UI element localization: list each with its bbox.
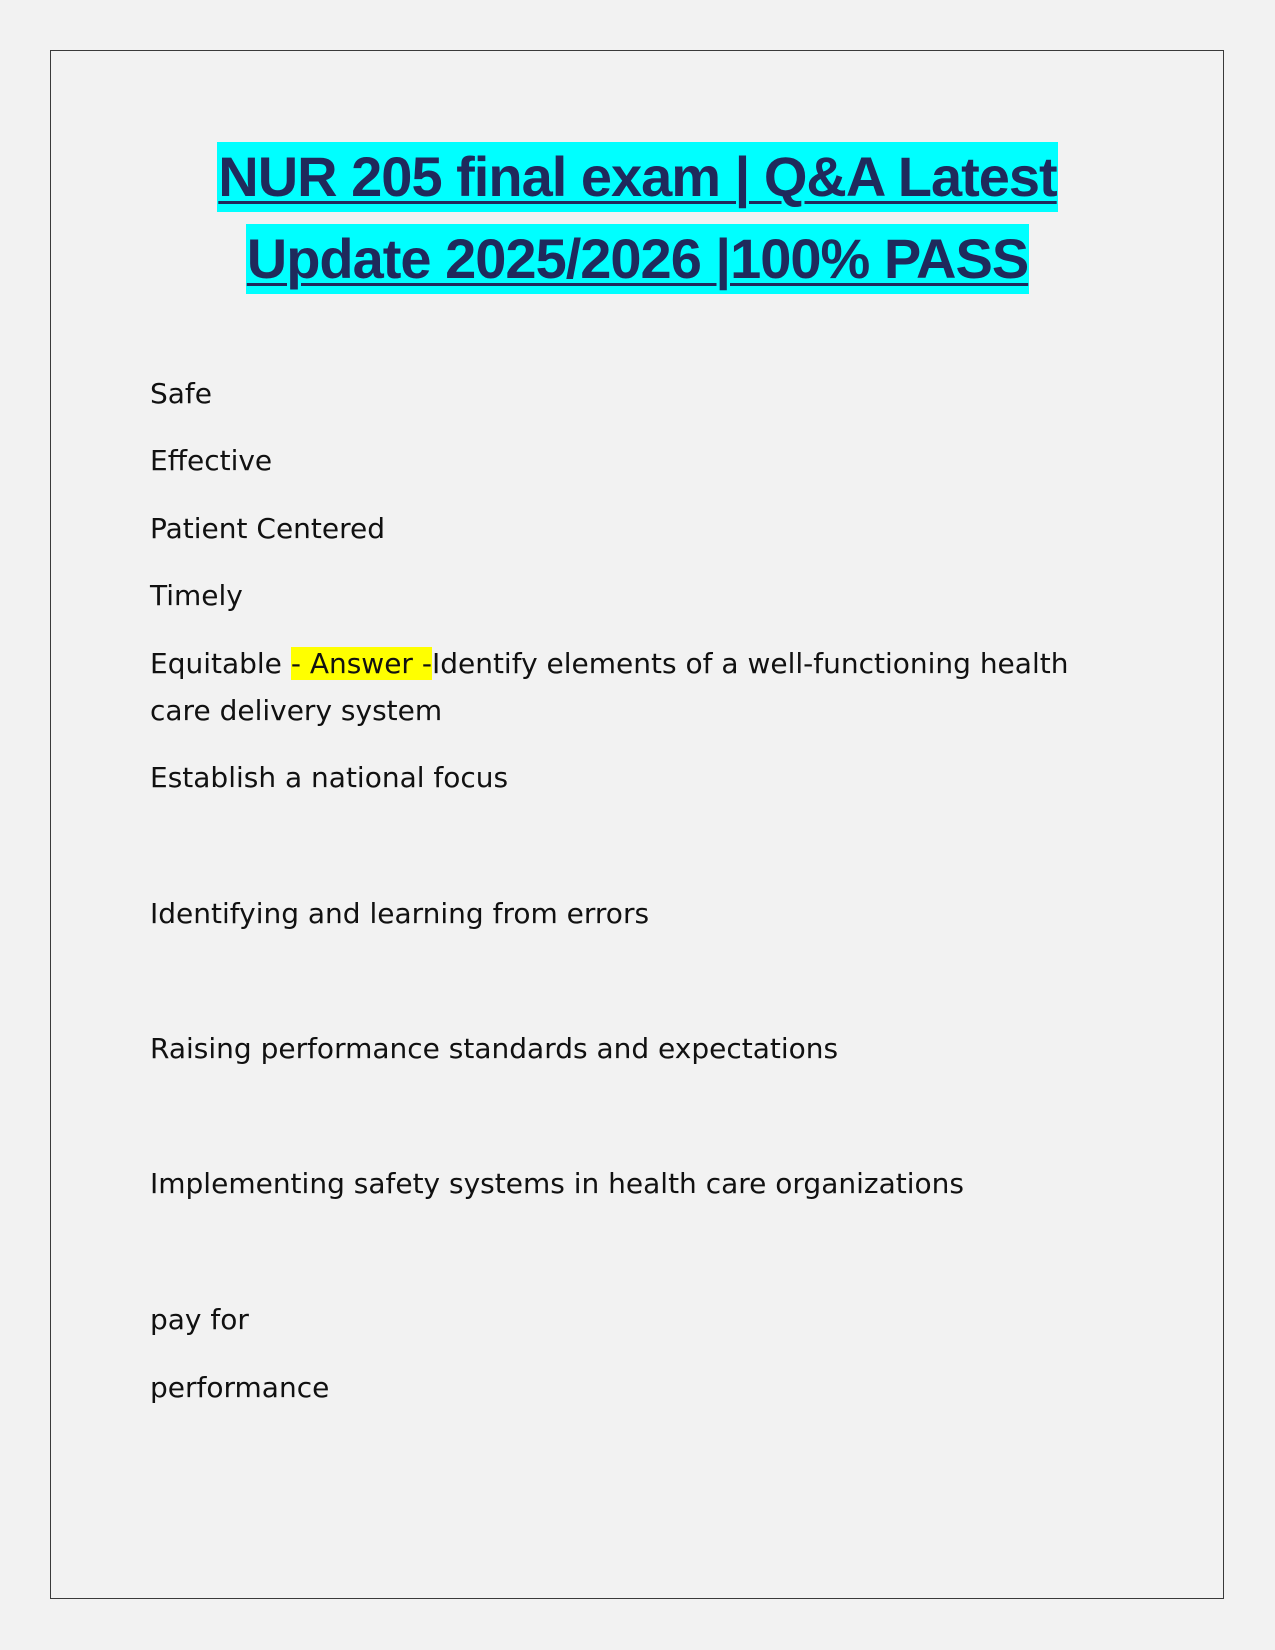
document-title: [0, 142, 1275, 306]
item-national-focus: Establish a national focus: [150, 761, 509, 794]
item-raising-standards: Raising performance standards and expectations: [150, 1032, 839, 1065]
item-timely: Timely: [150, 579, 243, 612]
item-identifying-errors: Identifying and learning from errors: [150, 897, 650, 930]
title-line-1: NUR 205 final exam | Q&A Latest: [217, 142, 1057, 212]
question-text: Identify elements of a well-functioning health care delivery system: [150, 647, 1069, 727]
item-patient-centered: Patient Centered: [150, 512, 386, 545]
answer-marker: - Answer -: [290, 647, 432, 680]
item-effective: Effective: [150, 444, 273, 477]
item-equitable: Equitable: [150, 647, 291, 680]
item-pay-for: pay for: [150, 1303, 249, 1336]
question-answer-paragraph: [150, 640, 1130, 734]
title-line-2: Update 2025/2026 |100% PASS: [246, 224, 1029, 294]
item-safe: Safe: [150, 377, 213, 410]
item-performance: performance: [150, 1371, 330, 1404]
item-safety-systems: Implementing safety systems in health care organizations: [150, 1167, 964, 1200]
